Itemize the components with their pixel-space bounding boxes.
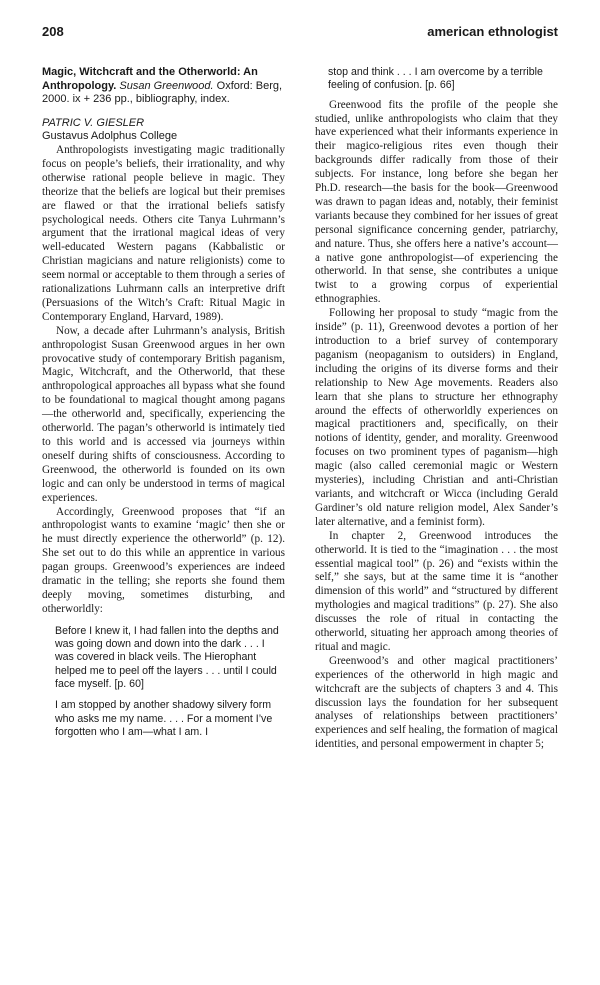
book-title: Magic, Witchcraft and the Otherworld: An Anthropology. [42,66,258,92]
paragraph: Greenwood’s and other magical practitioners’ experiences of the otherworld in high magic and witchcraft are the subjects of chapters 3 and 4. This discussion lays the foundation for her subsequent analyses of relationships between practitioners’ experiences and self healing, the formation of magical identities, and personal empowerment in chapter 5; [315,654,558,751]
block-quote: Before I knew it, I had fallen into the depths and was going down and down into the dark . . . I was covered in black veils. The Hierophant helped me to peel off the layers . . . until I could face myself. [p. 60] [55,624,279,690]
paragraph: Anthropologists investigating magic traditionally focus on people’s beliefs, their irrationality, and why otherwise rational people believe in magic. They theorize that the beliefs are logical but their premises are flawed or that the irrational beliefs satisfy psychological needs. Others cite Tanya Luhrmann’s argument that the irrational magical ideas of very well-educated Western pagans (Kabbalistic or Christian magicians and nature religionists) come to seem normal or acceptable to them through a series of rationalizations Luhrmann calls an interpretive drift (Persuasions of the Witch’s Craft: Ritual Magic in Contemporary England, Harvard, 1989). [42,143,285,323]
book-citation [42,66,285,107]
book-author: Susan Greenwood. [119,79,214,92]
reviewer-affiliation: Gustavus Adolphus College [42,130,178,143]
page-header [42,24,558,44]
paragraph: Following her proposal to study “magic from the inside” (p. 11), Greenwood devotes a portion of her introduction to a brief survey of contemporary paganism (neopaganism to outsiders) in England, including the origins of its diverse forms and their relationship to New Age movements. Readers also learn that she plans to structure her ethnography around the effects of otherworldly experiences on magical practitioners and, specifically, on their notions of identity, gender, and morality. Greenwood focuses on two prominent types of paganism—high magic (also called ceremonial magic or Western mysteries), including Christian and anti-Christian variants, and witchcraft or Wicca (including Gerald Gardiner’s old nature religion model, Alex Sander’s later alternative, and a feminist form). [315,307,558,528]
paragraph: Accordingly, Greenwood proposes that “if an anthropologist wants to examine ‘magic’ then she or he must directly experience the otherworld” (p. 12). She set out to do this while an apprentice in various pagan groups. Greenwood’s experiences are indeed dramatic in the telling; she reports she found them deeply moving, sometimes disturbing, and otherworldly: [42,505,285,615]
reviewer-block [42,117,285,144]
block-quote: I am stopped by another shadowy silvery form who asks me my name. . . . For a moment I’ve forgotten who I am—what I am. I [55,699,273,738]
page-number: 208 [42,24,64,39]
reviewer-name: PATRIC V. GIESLER [42,116,145,129]
journal-name: american ethnologist [427,24,558,39]
paragraph: Greenwood fits the profile of the people she studied, unlike anthropologists who claim that they have experienced what their informants experience in their magico-religious rites even though their backgrounds differ radically from those of their subjects. For instance, long before she began her Ph.D. research—the basis for the book—Greenwood was drawn to pagan ideas and, notably, their feminist variants because they combined for her issues of great personal significance concerning gender, patriarchy, and nature. Thus, she offers here a native’s account—a native gone anthropologist—of experiencing the otherworld. In that sense, she contributes a unique twist to a growing corpus of experiential ethnographies. [315,98,558,306]
left-column [42,66,285,747]
paragraph: In chapter 2, Greenwood introduces the otherworld. It is tied to the “imagination . . . the most essential magical tool” (p. 26) and “exists within the self,” she says, but at the same time it is “another dimension of this world” and “structured by different mythologies and magical traditions” (p. 27). She also discusses the role of ritual in contacting the otherworld, situating her approach among theories of ritual and magic. [315,529,558,653]
right-column [315,66,558,752]
book-publication: Oxford: Berg, 2000. ix + 236 pp., bibliography, index. [42,79,283,106]
paragraph: Now, a decade after Luhrmann’s analysis, British anthropologist Susan Greenwood argues in her own provocative study of contemporary British paganism, Magic, Witchcraft, and the Otherworld, that these anthropological approaches all bypass what she found to be foundational to magical thought among pagans—the otherworld and, specifically, experiencing the otherworld. The pagan’s otherworld is intimately tied to this world and is accessed via journeys within oneself during shifts of consciousness. According to Greenwood, the otherworld is founded on its own logic and can only be understood in terms of magical experiences. [42,324,285,504]
block-quote-continued: stop and think . . . I am overcome by a terrible feeling of confusion. [p. 66] [328,66,543,92]
